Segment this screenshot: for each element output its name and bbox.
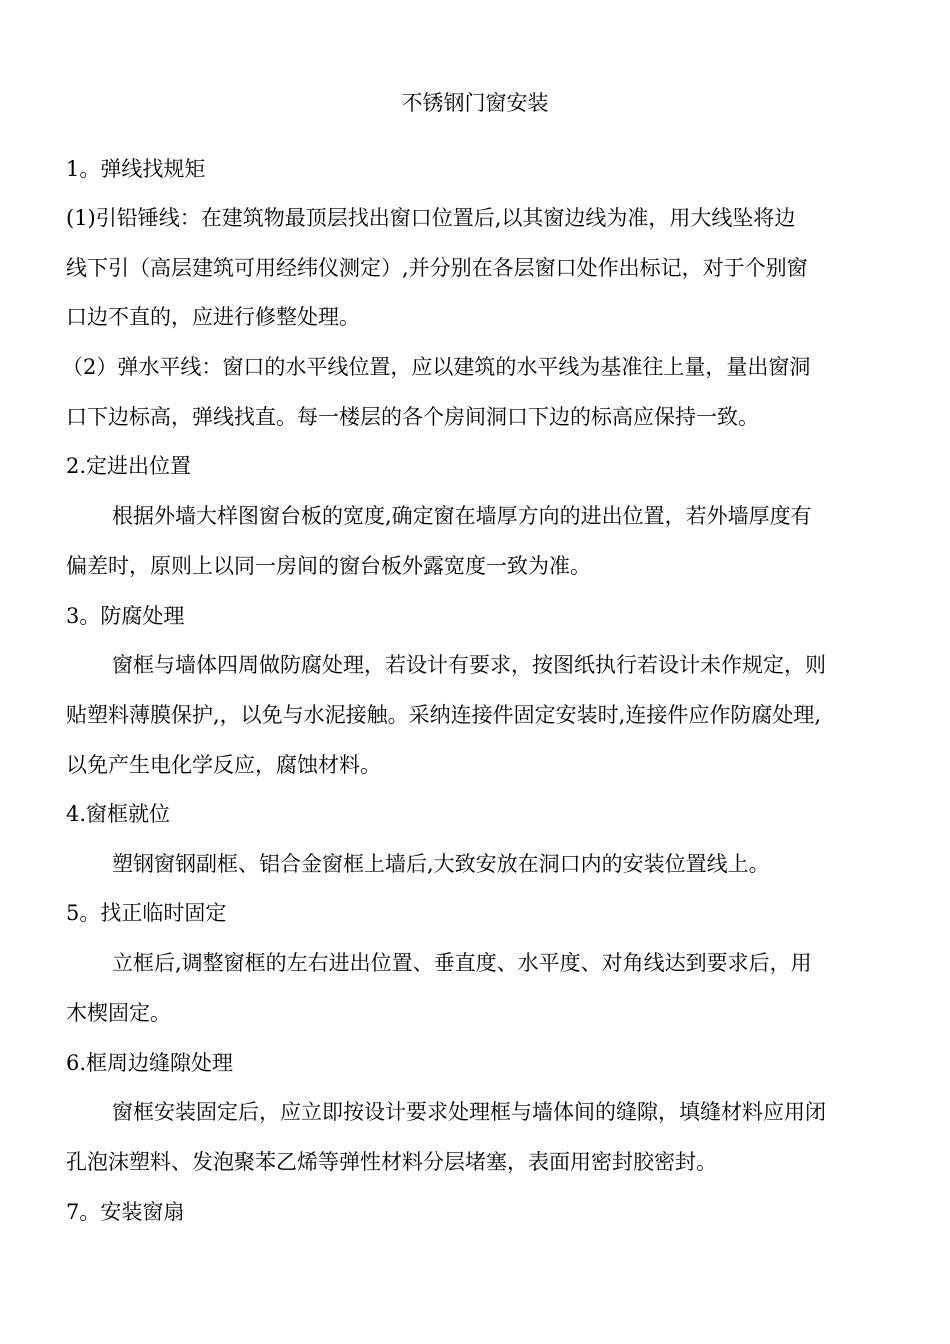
document-title: 不锈钢门窗安装 [401,91,549,115]
paragraph-line: （2）弹水平线：窗口的水平线位置，应以建筑的水平线为基准往上量，量出窗洞 [62,355,811,379]
paragraph-line: 口边不直的，应进行修整处理。 [66,305,360,329]
heading-1: 1。弹线找规矩 [66,157,206,181]
heading-4: 4.窗框就位 [66,802,171,826]
heading-3: 3。防腐处理 [66,604,185,628]
paragraph-line: 孔泡沫塑料、发泡聚苯乙烯等弹性材料分层堵塞，表面用密封胶密封。 [66,1150,717,1174]
paragraph-line: 口下边标高，弹线找直。每一楼层的各个房间洞口下边的标高应保持一致。 [66,405,759,429]
paragraph-line: 偏差时，原则上以同一房间的窗台板外露宽度一致为准。 [66,554,591,578]
paragraph-line: 线下引（高层建筑可用经纬仪测定）,并分别在各层窗口处作出标记，对于个别窗 [66,256,808,280]
paragraph-line: 塑钢窗钢副框、铝合金窗框上墙后,大致安放在洞口内的安装位置线上。 [112,852,770,876]
paragraph-line: 贴塑料薄膜保护,，以免与水泥接触。采纳连接件固定安装时,连接件应作防腐处理, [66,703,822,727]
paragraph-line: 以免产生电化学反应，腐蚀材料。 [66,753,381,777]
heading-2: 2.定进出位置 [66,454,192,478]
paragraph-line: 根据外墙大样图窗台板的宽度,确定窗在墙厚方向的进出位置，若外墙厚度有 [112,504,812,528]
paragraph-line: 木楔固定。 [66,1001,171,1025]
paragraph-line: 窗框与墙体四周做防腐处理，若设计有要求，按图纸执行若设计未作规定，则 [112,653,826,677]
paragraph-line: 立框后,调整窗框的左右进出位置、垂直度、水平度、对角线达到要求后，用 [112,951,812,975]
paragraph-line: (1)引铅锤线：在建筑物最顶层找出窗口位置后,以其窗边线为准，用大线坠将边 [66,206,796,230]
heading-7: 7。安装窗扇 [66,1200,185,1224]
paragraph-line: 窗框安装固定后，应立即按设计要求处理框与墙体间的缝隙，填缝材料应用闭 [112,1100,826,1124]
heading-6: 6.框周边缝隙处理 [66,1051,234,1075]
heading-5: 5。找正临时固定 [66,901,227,925]
